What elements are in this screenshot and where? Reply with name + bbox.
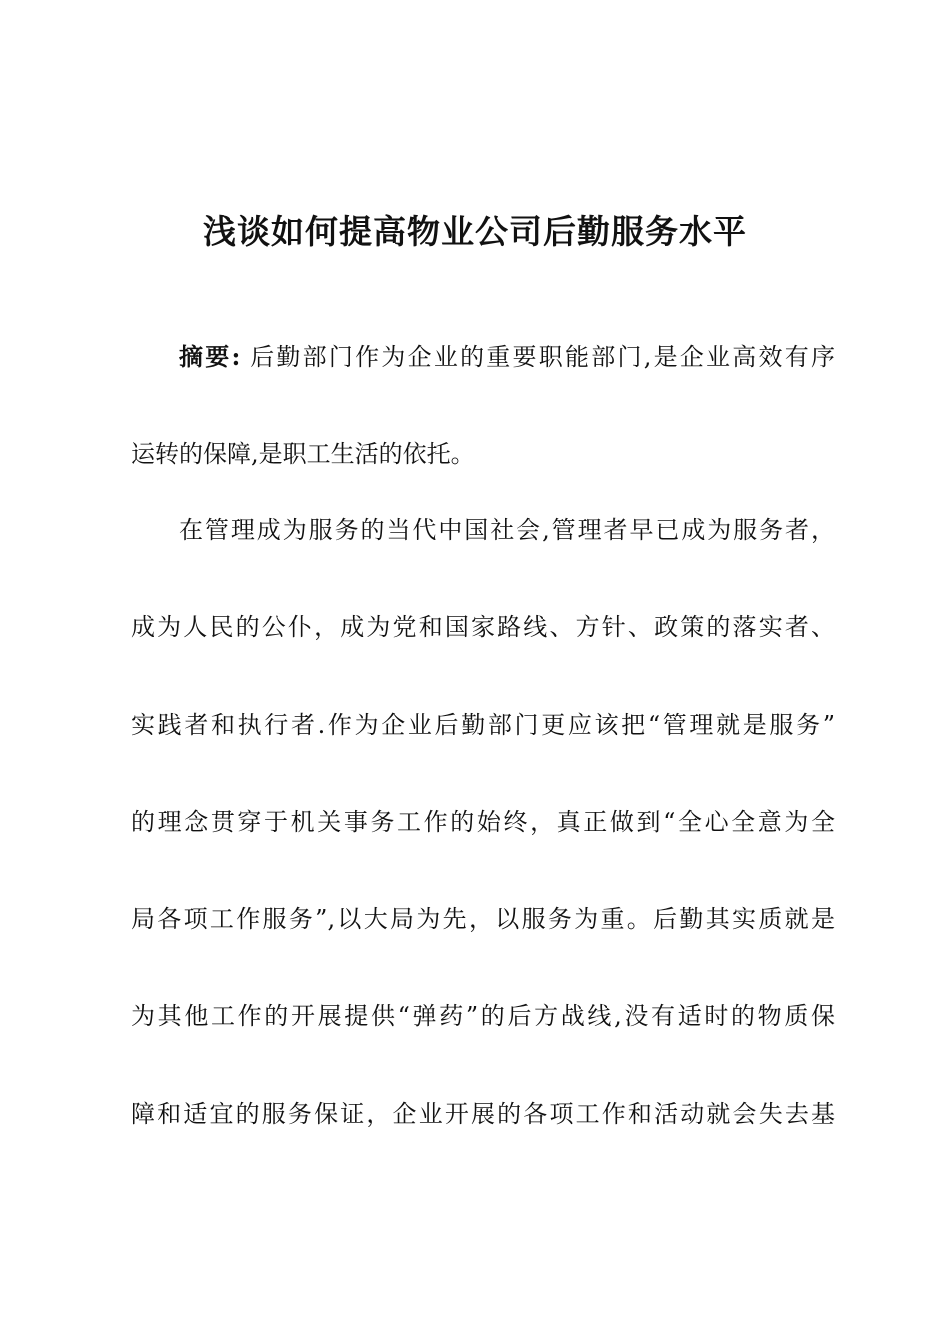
abstract-text-1: 后勤部门作为企业的重要职能部门,是企业高效有序 — [250, 343, 835, 371]
document-title: 浅谈如何提高物业公司后勤服务水平 — [203, 212, 747, 251]
abstract-line-2: 运转的保障,是职工生活的依托。 — [131, 440, 475, 468]
body-line-7: 障和适宜的服务保证，企业开展的各项工作和活动就会失去基 — [131, 1100, 835, 1128]
abstract-line-1 — [179, 340, 835, 374]
body-line-3: 实践者和执行者.作为企业后勤部门更应该把“管理就是服务” — [131, 711, 835, 739]
body-line-6: 为其他工作的开展提供“弹药”的后方战线,没有适时的物质保 — [131, 1002, 835, 1030]
body-line-1: 在管理成为服务的当代中国社会,管理者早已成为服务者， — [179, 516, 835, 544]
body-line-5: 局各项工作服务”,以大局为先，以服务为重。后勤其实质就是 — [131, 905, 835, 933]
abstract-label: 摘要: — [179, 342, 241, 371]
body-line-4: 的理念贯穿于机关事务工作的始终，真正做到“全心全意为全 — [131, 808, 835, 836]
body-line-2: 成为人民的公仆，成为党和国家路线、方针、政策的落实者、 — [131, 613, 835, 641]
